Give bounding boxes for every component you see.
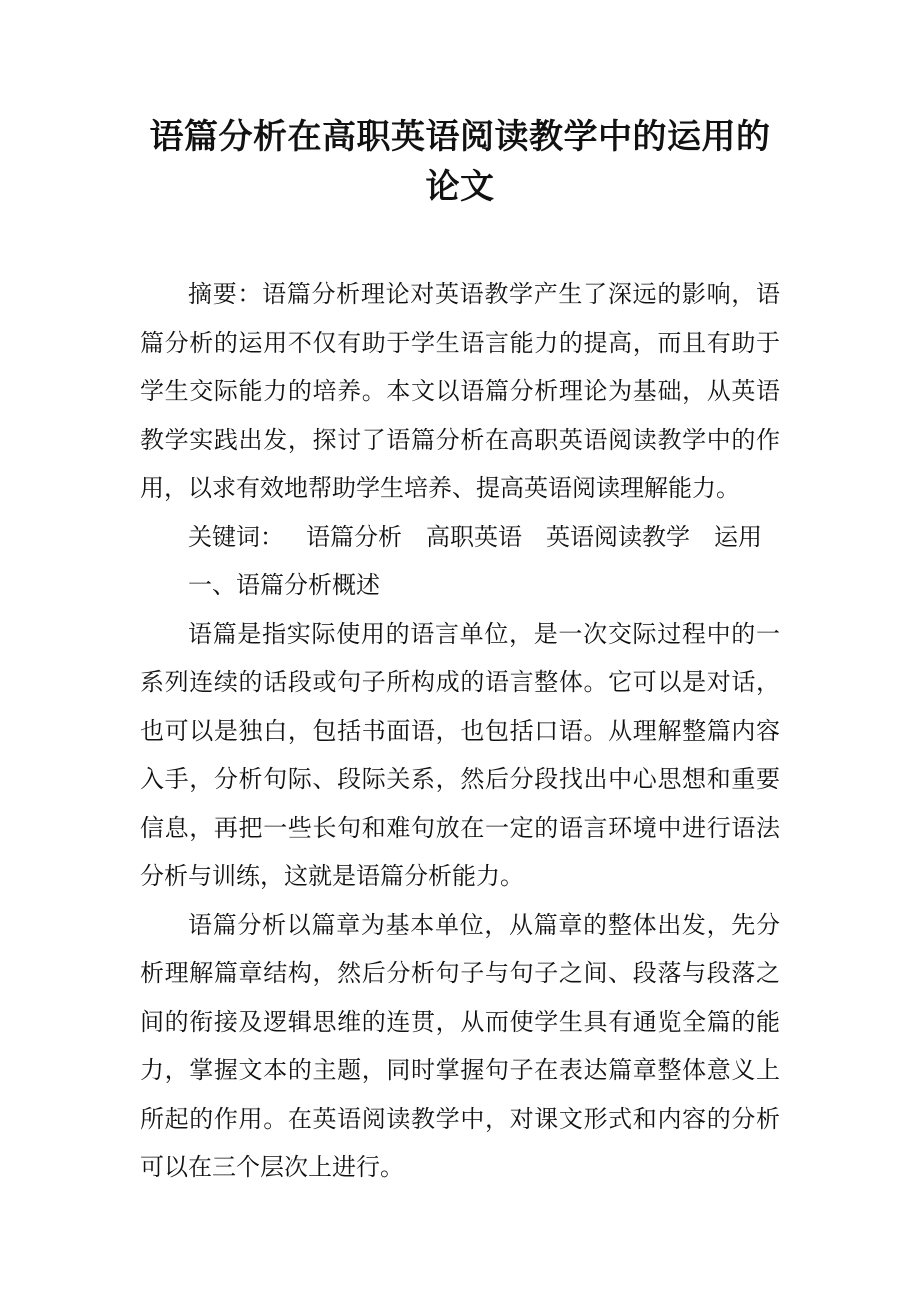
- keywords-label: 关键词：: [188, 522, 284, 551]
- section-heading: 一、语篇分析概述: [188, 571, 380, 599]
- abstract-paragraph: 摘要：语篇分析理论对英语教学产生了深远的影响，语篇分析的运用不仅有助于学生语言能力的提高，而且有助于学生交际能力的培养。本文以语篇分析理论为基础，从英语教学实践出发，探讨了语篇分析在高职英语阅读教学中的作用，以求有效地帮助学生培养、提高英语阅读理解能力。: [140, 280, 780, 502]
- document-title: [140, 112, 780, 212]
- body-paragraph-1: 语篇是指实际使用的语言单位，是一次交际过程中的一系列连续的话段或句子所构成的语言整体。它可以是对话，也可以是独白，包括书面语，也包括口语。从理解整篇内容入手，分析句际、段际关系，然后分段找出中心思想和重要信息，再把一些长句和难句放在一定的语言环境中进行语法分析与训练，这就是语篇分析能力。: [140, 619, 780, 890]
- document-body: [140, 270, 780, 1192]
- keyword-item: 英语阅读教学: [546, 522, 690, 551]
- title-line-1: 语篇分析在高职英语阅读教学中的运用的: [149, 117, 771, 157]
- keyword-item: 语篇分析: [306, 522, 402, 551]
- keyword-item: 运用: [714, 522, 762, 551]
- keywords-line: [140, 513, 780, 562]
- title-line-2: 论文: [425, 167, 495, 207]
- keyword-item: 高职英语: [426, 522, 522, 551]
- body-paragraph-2: 语篇分析以篇章为基本单位，从篇章的整体出发，先分析理解篇章结构，然后分析句子与句子之间、段落与段落之间的衔接及逻辑思维的连贯，从而使学生具有通览全篇的能力，掌握文本的主题，同时掌握句子在表达篇章整体意义上所起的作用。在英语阅读教学中，对课文形式和内容的分析可以在三个层次上进行。: [140, 910, 780, 1181]
